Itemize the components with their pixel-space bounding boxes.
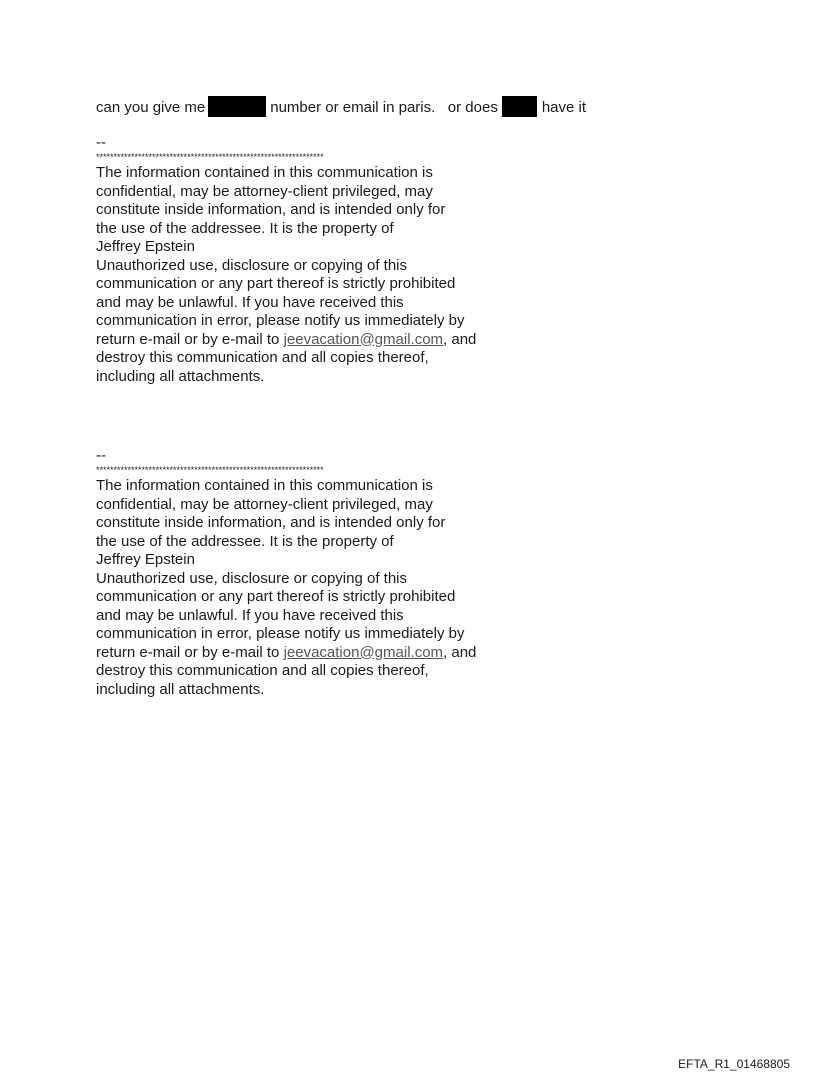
asterisk-divider: ***************************************************************** [96,465,324,475]
disclaimer-line: communication in error, please notify us immediately by [96,625,465,642]
email-disclaimer [96,134,536,386]
asterisk-divider: ***************************************************************** [96,152,324,162]
bates-number: EFTA_R1_01468805 [678,1057,790,1071]
email-link[interactable]: jeevacation@gmail.com [283,643,444,661]
message-text-part2: number or email in paris. or does [270,99,498,116]
disclaimer-email-line [96,331,536,350]
disclaimer-line: Unauthorized use, disclosure or copying of this [96,256,408,274]
disclaimer-line: including all attachments. [96,367,265,385]
disclaimer-line: confidential, may be attorney-client privileged, may [96,495,433,513]
disclaimer-line: destroy this communication and all copies thereof, [96,662,429,679]
disclaimer-line: The information contained in this communication is [96,164,433,181]
disclaimer-line: and may be unlawful. If you have received this [96,606,404,624]
email-suffix: , and [443,330,477,348]
signature-separator: -- [96,134,106,151]
message-text-part3: have it [541,99,587,116]
signature-separator: -- [96,447,106,464]
redaction-box [208,96,266,117]
disclaimer-line: the use of the addressee. It is the property of [96,532,394,550]
email-link[interactable]: jeevacation@gmail.com [283,330,444,348]
disclaimer-line: constitute inside information, and is intended only for [96,514,446,531]
message-body [96,96,586,118]
disclaimer-line: communication or any part thereof is strictly prohibited [96,275,456,292]
disclaimer-line: Jeffrey Epstein [96,551,195,568]
redaction-box [502,96,537,117]
disclaimer-email-line [96,644,536,663]
email-prefix: return e-mail or by e-mail to [96,330,284,348]
disclaimer-line: constitute inside information, and is intended only for [96,201,446,218]
disclaimer-line: confidential, may be attorney-client privileged, may [96,182,433,200]
disclaimer-line: The information contained in this communication is [96,477,433,494]
disclaimer-line: Jeffrey Epstein [96,238,195,255]
email-suffix: , and [443,643,477,661]
email-disclaimer [96,447,536,699]
email-prefix: return e-mail or by e-mail to [96,643,284,661]
disclaimer-line: Unauthorized use, disclosure or copying of this [96,569,408,587]
disclaimer-line: the use of the addressee. It is the property of [96,219,394,237]
disclaimer-line: including all attachments. [96,680,265,698]
disclaimer-line: communication or any part thereof is strictly prohibited [96,588,456,605]
disclaimer-line: and may be unlawful. If you have received this [96,293,404,311]
message-text-part1: can you give me [96,99,206,116]
disclaimer-line: communication in error, please notify us immediately by [96,312,465,329]
disclaimer-line: destroy this communication and all copies thereof, [96,349,429,366]
